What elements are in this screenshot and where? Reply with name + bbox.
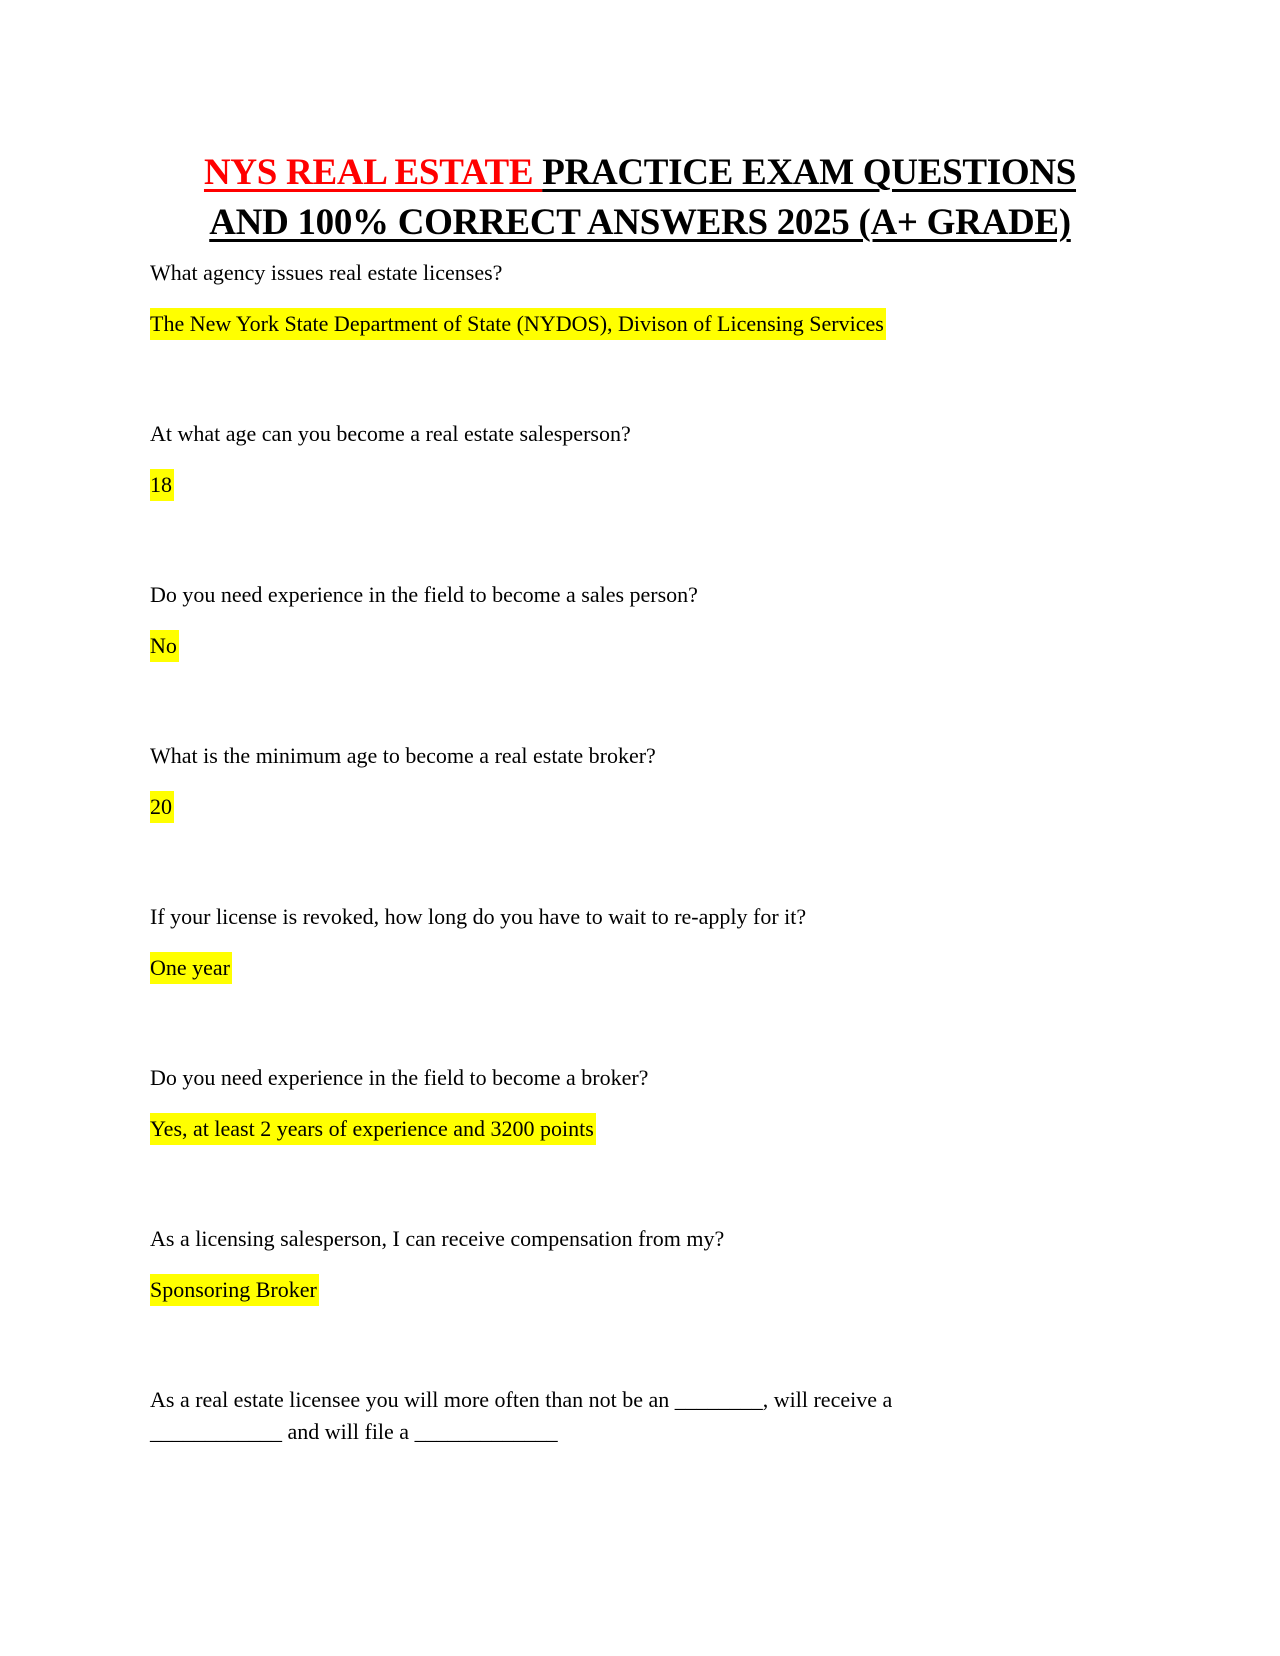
- title-text-line2: AND 100% CORRECT ANSWERS 2025 (A+ GRADE): [209, 202, 1071, 243]
- answer-text: One year: [150, 952, 232, 984]
- answer-text: 20: [150, 791, 174, 823]
- question-text: What is the minimum age to become a real estate broker?: [150, 743, 656, 768]
- question-text-line-1: As a real estate licensee you will more often than not be an ________, will receive a: [150, 1387, 893, 1412]
- question-text: What agency issues real estate licenses?: [150, 260, 503, 285]
- qa-item: [150, 901, 1150, 984]
- answer-text: 18: [150, 469, 174, 501]
- question-text: Do you need experience in the field to become a sales person?: [150, 582, 698, 607]
- question-text: As a licensing salesperson, I can receive compensation from my?: [150, 1226, 725, 1251]
- title-line-1: [100, 148, 1180, 198]
- qa-item: [150, 1384, 1150, 1448]
- question-text: At what age can you become a real estate salesperson?: [150, 421, 631, 446]
- qa-item: [150, 579, 1150, 662]
- answer-text: No: [150, 630, 179, 662]
- qa-item: [150, 418, 1150, 501]
- qa-item: [150, 740, 1150, 823]
- title-text: PRACTICE EXAM QUESTIONS: [542, 152, 1077, 193]
- qa-item: [150, 257, 1150, 340]
- qa-item: [150, 1223, 1150, 1306]
- question-text: Do you need experience in the field to become a broker?: [150, 1065, 649, 1090]
- qa-item: [150, 1062, 1150, 1145]
- title-highlight-text: NYS REAL ESTATE: [203, 152, 543, 193]
- page-title: [100, 148, 1180, 248]
- answer-text: Sponsoring Broker: [150, 1274, 319, 1306]
- answer-text: The New York State Department of State (NYDOS), Divison of Licensing Services: [150, 308, 886, 340]
- question-text-line-2: ____________ and will file a _____________: [150, 1419, 558, 1444]
- answer-text: Yes, at least 2 years of experience and 3200 points: [150, 1113, 596, 1145]
- question-text: If your license is revoked, how long do you have to wait to re-apply for it?: [150, 904, 807, 929]
- title-line-2: [100, 198, 1180, 248]
